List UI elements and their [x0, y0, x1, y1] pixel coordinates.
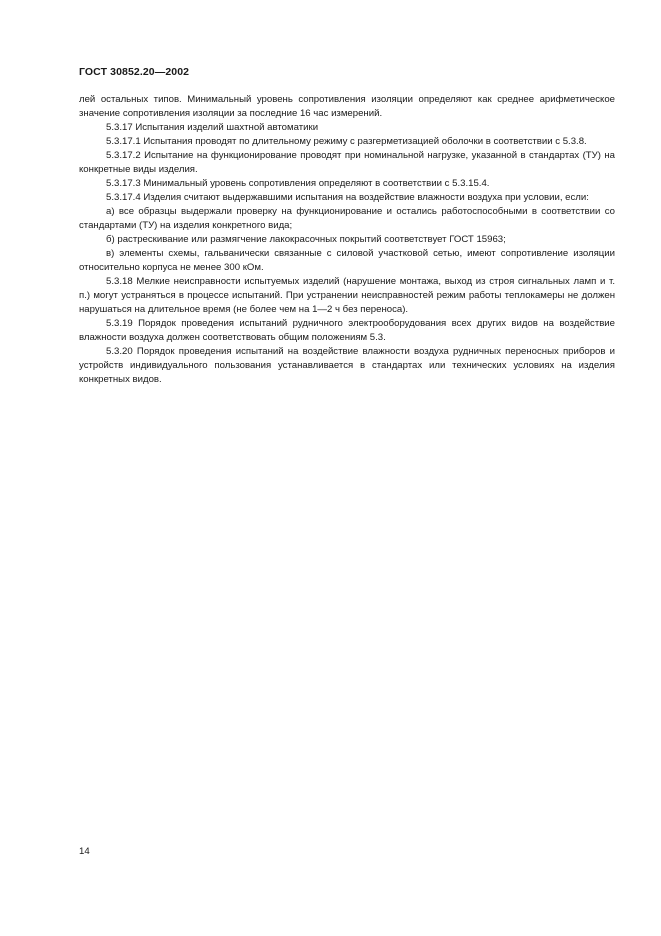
- list-item-b: б) растрескивание или размягчение лакокрасочных покрытий соответствует ГОСТ 15963;: [106, 234, 506, 245]
- paragraph-5-3-17-2: 5.3.17.2 Испытание на функционирование проводят при номинальной нагрузке, указанной в стандартах (ТУ) на конкретные виды изделия.: [79, 150, 615, 175]
- paragraph-continuation: лей остальных типов. Минимальный уровень сопротивления изоляции определяют как среднее арифметическое значение сопротивления изоляции за последние 16 час измерений.: [79, 94, 615, 119]
- paragraph-5-3-17-1: 5.3.17.1 Испытания проводят по длительному режиму с разгерметизацией оболочки в соответствии с 5.3.8.: [106, 136, 587, 147]
- paragraph-5-3-17: 5.3.17 Испытания изделий шахтной автоматики: [106, 122, 319, 133]
- paragraph-5-3-18: 5.3.18 Мелкие неисправности испытуемых изделий (нарушение монтажа, выход из строя сигнальных ламп и т. п.) могут устраняться в процессе испытаний. При устранении неисправностей режим работы теплокамеры не должен нарушаться на длительное время (не более чем на 1—2 ч без переноса).: [79, 276, 615, 315]
- paragraph-5-3-19: 5.3.19 Порядок проведения испытаний рудничного электрооборудования всех других видов на воздействие влажности воздуха должен соответствовать общим положениям 5.3.: [79, 318, 615, 343]
- document-code-header: ГОСТ 30852.20—2002: [79, 66, 190, 78]
- paragraph-5-3-20: 5.3.20 Порядок проведения испытаний на воздействие влажности воздуха рудничных переносных приборов и устройств индивидуального пользования устанавливается в стандартах или технических условиях на изделия конкретных видов.: [79, 346, 615, 385]
- paragraph-5-3-17-4: 5.3.17.4 Изделия считают выдержавшими испытания на воздействие влажности воздуха при условии, если:: [106, 192, 589, 203]
- list-item-a: а) все образцы выдержали проверку на функционирование и остались работоспособными в соответствии со стандартами (ТУ) на изделия конкретного вида;: [79, 206, 615, 231]
- list-item-v: в) элементы схемы, гальванически связанные с силовой участковой сетью, имеют сопротивление изоляции относительно корпуса не менее 300 кОм.: [79, 248, 615, 273]
- document-body: [79, 93, 615, 387]
- page-number: 14: [79, 846, 90, 857]
- paragraph-5-3-17-3: 5.3.17.3 Минимальный уровень сопротивления определяют в соответствии с 5.3.15.4.: [106, 178, 490, 189]
